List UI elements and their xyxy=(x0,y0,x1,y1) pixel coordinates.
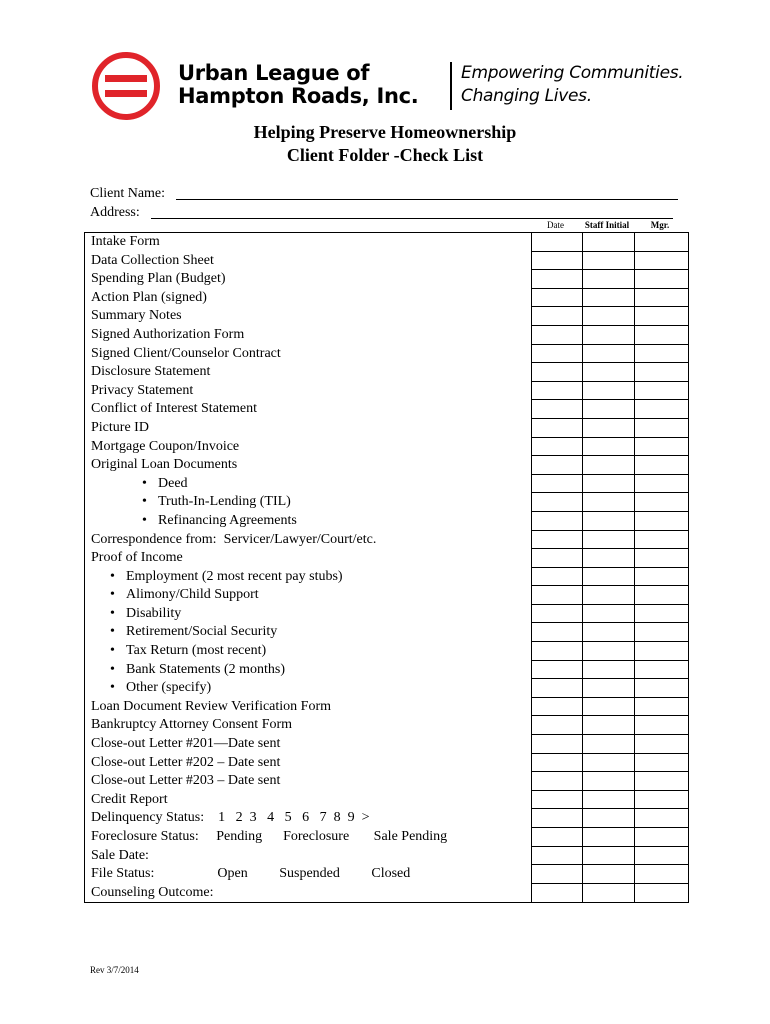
checklist-item-label xyxy=(91,400,257,419)
checklist-item-text: Bank Statements (2 months) xyxy=(126,661,286,677)
staff-initial-cell[interactable] xyxy=(582,642,634,661)
checklist-item-label xyxy=(91,884,214,903)
checklist-cells xyxy=(531,661,688,680)
date-cell[interactable] xyxy=(531,326,582,345)
checklist-cells xyxy=(531,363,688,382)
checklist-item-text: Action Plan (signed) xyxy=(91,289,207,305)
checklist-item-label xyxy=(91,865,410,884)
mgr-cell[interactable] xyxy=(634,828,688,847)
date-cell[interactable] xyxy=(531,233,582,252)
staff-initial-cell[interactable] xyxy=(582,438,634,457)
checklist-row xyxy=(85,270,688,289)
tagline xyxy=(461,62,683,108)
client-info xyxy=(90,184,690,222)
date-cell[interactable] xyxy=(531,679,582,698)
mgr-cell[interactable] xyxy=(634,289,688,308)
checklist-item-text: Summary Notes xyxy=(91,308,182,324)
checklist-row xyxy=(85,623,688,642)
date-cell[interactable] xyxy=(531,884,582,903)
revision-date: Rev 3/7/2014 xyxy=(90,965,139,975)
mgr-cell[interactable] xyxy=(634,419,688,438)
checklist-row xyxy=(85,809,688,828)
date-cell[interactable] xyxy=(531,623,582,642)
staff-initial-cell[interactable] xyxy=(582,307,634,326)
mgr-cell[interactable] xyxy=(634,642,688,661)
staff-initial-cell[interactable] xyxy=(582,270,634,289)
checklist-item-text: Spending Plan (Budget) xyxy=(91,271,226,287)
checklist-row xyxy=(85,419,688,438)
checklist-row xyxy=(85,493,688,512)
organization-name xyxy=(178,62,418,108)
mgr-cell[interactable] xyxy=(634,716,688,735)
checklist-item-text: Intake Form xyxy=(91,234,160,249)
date-cell[interactable] xyxy=(531,698,582,717)
staff-initial-cell[interactable] xyxy=(582,252,634,271)
letterhead xyxy=(90,50,710,122)
checklist-row xyxy=(85,363,688,382)
mgr-cell[interactable] xyxy=(634,586,688,605)
document-title-line2: Client Folder -Check List xyxy=(286,145,484,165)
checklist-row xyxy=(85,438,688,457)
column-header-mgr: Mgr. xyxy=(650,220,670,230)
date-cell[interactable] xyxy=(531,549,582,568)
staff-initial-cell[interactable] xyxy=(582,884,634,903)
checklist-row xyxy=(85,716,688,735)
date-cell[interactable] xyxy=(531,512,582,531)
checklist-item-label xyxy=(91,735,280,754)
checklist-row xyxy=(85,735,688,754)
checklist-row xyxy=(85,345,688,364)
checklist-row xyxy=(85,865,688,884)
checklist-item-label xyxy=(110,568,343,587)
checklist-row xyxy=(85,642,688,661)
checklist-cells xyxy=(531,884,688,903)
checklist-item-label xyxy=(91,772,280,791)
checklist-row xyxy=(85,307,688,326)
checklist-item-text: Other (specify) xyxy=(126,680,212,696)
checklist-item-text: Close-out Letter #201—Date sent xyxy=(91,736,281,752)
staff-initial-cell[interactable] xyxy=(582,661,634,680)
bullet-icon: • xyxy=(110,680,115,696)
bullet-icon: • xyxy=(142,494,147,510)
checklist-item-label xyxy=(91,233,160,252)
checklist-item-label xyxy=(91,531,376,550)
checklist-item-text: Credit Report xyxy=(91,791,168,807)
bullet-icon: • xyxy=(110,643,115,659)
date-cell[interactable] xyxy=(531,382,582,401)
checklist-item-label xyxy=(91,828,447,847)
checklist-item-text: Correspondence from: Servicer/Lawyer/Court/etc. xyxy=(91,531,377,547)
mgr-cell[interactable] xyxy=(634,698,688,717)
checklist-cells xyxy=(531,698,688,717)
checklist-row xyxy=(85,456,688,475)
checklist-cells xyxy=(531,828,688,847)
staff-initial-cell[interactable] xyxy=(582,679,634,698)
date-cell[interactable] xyxy=(531,735,582,754)
checklist-table xyxy=(84,232,689,903)
mgr-cell[interactable] xyxy=(634,252,688,271)
date-cell[interactable] xyxy=(531,828,582,847)
date-cell[interactable] xyxy=(531,586,582,605)
checklist-cells xyxy=(531,772,688,791)
checklist-item-text: Employment (2 most recent pay stubs) xyxy=(126,568,343,584)
date-cell[interactable] xyxy=(531,809,582,828)
checklist-row xyxy=(85,568,688,587)
date-cell[interactable] xyxy=(531,772,582,791)
staff-initial-cell[interactable] xyxy=(582,586,634,605)
date-cell[interactable] xyxy=(531,531,582,550)
checklist-cells xyxy=(531,382,688,401)
checklist-item-text: Tax Return (most recent) xyxy=(126,643,267,659)
mgr-cell[interactable] xyxy=(634,605,688,624)
staff-initial-cell[interactable] xyxy=(582,289,634,308)
checklist-cells xyxy=(531,809,688,828)
checklist-cells xyxy=(531,586,688,605)
checklist-item-text: Retirement/Social Security xyxy=(126,624,278,640)
checklist-row xyxy=(85,586,688,605)
checklist-row xyxy=(85,772,688,791)
mgr-cell[interactable] xyxy=(634,326,688,345)
checklist-row xyxy=(85,754,688,773)
checklist-item-text: File Status: Open Suspended Closed xyxy=(91,866,411,882)
checklist-row xyxy=(85,661,688,680)
date-cell[interactable] xyxy=(531,642,582,661)
mgr-cell[interactable] xyxy=(634,884,688,903)
date-cell[interactable] xyxy=(531,475,582,494)
checklist-cells xyxy=(531,716,688,735)
staff-initial-cell[interactable] xyxy=(582,345,634,364)
date-cell[interactable] xyxy=(531,270,582,289)
organization-name-line2: Hampton Roads, Inc. xyxy=(178,84,419,108)
checklist-row xyxy=(85,233,688,252)
checklist-item-label xyxy=(91,847,149,866)
checklist-item-label xyxy=(142,475,188,494)
checklist-cells xyxy=(531,679,688,698)
checklist-cells xyxy=(531,605,688,624)
checklist-item-text: Data Collection Sheet xyxy=(91,252,214,268)
mgr-cell[interactable] xyxy=(634,735,688,754)
staff-initial-cell[interactable] xyxy=(582,735,634,754)
checklist-item-text: Alimony/Child Support xyxy=(126,587,259,603)
checklist-item-label xyxy=(91,307,182,326)
checklist-item-label xyxy=(91,549,183,568)
mgr-cell[interactable] xyxy=(634,754,688,773)
checklist-cells xyxy=(531,252,688,271)
date-cell[interactable] xyxy=(531,345,582,364)
checklist-cells xyxy=(531,289,688,308)
bullet-icon: • xyxy=(110,568,115,584)
mgr-cell[interactable] xyxy=(634,679,688,698)
staff-initial-cell[interactable] xyxy=(582,698,634,717)
address-field[interactable] xyxy=(151,218,673,219)
checklist-item-label xyxy=(91,438,239,457)
checklist-row xyxy=(85,605,688,624)
checklist-row xyxy=(85,847,688,866)
checklist-cells xyxy=(531,233,688,252)
checklist-item-label xyxy=(91,270,226,289)
mgr-cell[interactable] xyxy=(634,307,688,326)
staff-initial-cell[interactable] xyxy=(582,772,634,791)
checklist-item-text: Loan Document Review Verification Form xyxy=(91,698,332,714)
date-cell[interactable] xyxy=(531,400,582,419)
checklist-cells xyxy=(531,568,688,587)
checklist-item-text: Sale Date: xyxy=(91,847,149,863)
checklist-row xyxy=(85,289,688,308)
bullet-icon: • xyxy=(142,512,147,528)
staff-initial-cell[interactable] xyxy=(582,605,634,624)
date-cell[interactable] xyxy=(531,456,582,475)
bullet-icon: • xyxy=(110,661,115,677)
bullet-icon: • xyxy=(110,624,115,640)
bullet-icon: • xyxy=(110,605,115,621)
checklist-item-label xyxy=(91,456,237,475)
checklist-item-label xyxy=(91,716,292,735)
date-cell[interactable] xyxy=(531,252,582,271)
date-cell[interactable] xyxy=(531,605,582,624)
checklist-item-label xyxy=(142,493,291,512)
checklist-item-text: Disability xyxy=(126,605,182,621)
checklist-item-label xyxy=(142,512,297,531)
staff-initial-cell[interactable] xyxy=(582,716,634,735)
checklist-row xyxy=(85,679,688,698)
checklist-item-label xyxy=(110,679,211,698)
mgr-cell[interactable] xyxy=(634,270,688,289)
staff-initial-cell[interactable] xyxy=(582,233,634,252)
staff-initial-cell[interactable] xyxy=(582,400,634,419)
checklist-item-label xyxy=(91,791,168,810)
column-header-date: Date xyxy=(547,220,564,230)
checklist-row xyxy=(85,828,688,847)
checklist-cells xyxy=(531,531,688,550)
date-cell[interactable] xyxy=(531,289,582,308)
checklist-item-text: Proof of Income xyxy=(91,550,183,566)
checklist-cells xyxy=(531,493,688,512)
checklist-row xyxy=(85,549,688,568)
staff-initial-cell[interactable] xyxy=(582,493,634,512)
checklist-cells xyxy=(531,326,688,345)
checklist-item-text: Conflict of Interest Statement xyxy=(91,401,258,417)
checklist-item-text: Refinancing Agreements xyxy=(158,512,297,528)
checklist-item-label xyxy=(110,661,285,680)
checklist-item-text: Foreclosure Status: Pending Foreclosure Sale Pending xyxy=(91,829,448,844)
mgr-cell[interactable] xyxy=(634,549,688,568)
date-cell[interactable] xyxy=(531,307,582,326)
checklist-cells xyxy=(531,419,688,438)
staff-initial-cell[interactable] xyxy=(582,363,634,382)
checklist-item-label xyxy=(91,419,149,438)
checklist-row xyxy=(85,252,688,271)
mgr-cell[interactable] xyxy=(634,512,688,531)
staff-initial-cell[interactable] xyxy=(582,475,634,494)
document-title-line1: Helping Preserve Homeownership xyxy=(253,122,517,142)
checklist-row xyxy=(85,791,688,810)
checklist-item-label xyxy=(110,586,259,605)
mgr-cell[interactable] xyxy=(634,623,688,642)
mgr-cell[interactable] xyxy=(634,809,688,828)
checklist-item-text: Disclosure Statement xyxy=(91,364,211,380)
bullet-icon: • xyxy=(110,587,115,603)
date-cell[interactable] xyxy=(531,865,582,884)
mgr-cell[interactable] xyxy=(634,456,688,475)
staff-initial-cell[interactable] xyxy=(582,326,634,345)
checklist-cells xyxy=(531,400,688,419)
date-cell[interactable] xyxy=(531,568,582,587)
checklist-item-label xyxy=(91,382,193,401)
client-name-field[interactable] xyxy=(176,199,678,200)
checklist-row xyxy=(85,400,688,419)
checklist-item-label xyxy=(91,326,244,345)
checklist-item-text: Close-out Letter #203 – Date sent xyxy=(91,773,281,789)
staff-initial-cell[interactable] xyxy=(582,456,634,475)
mgr-cell[interactable] xyxy=(634,382,688,401)
checklist-cells xyxy=(531,623,688,642)
date-cell[interactable] xyxy=(531,419,582,438)
checklist-cells xyxy=(531,642,688,661)
tagline-line2: Changing Lives. xyxy=(461,86,592,106)
organization-name-line1: Urban League of xyxy=(178,61,370,85)
checklist-cells xyxy=(531,456,688,475)
date-cell[interactable] xyxy=(531,363,582,382)
staff-initial-cell[interactable] xyxy=(582,568,634,587)
checklist-item-label xyxy=(110,623,277,642)
checklist-item-text: Mortgage Coupon/Invoice xyxy=(91,438,240,454)
date-cell[interactable] xyxy=(531,493,582,512)
checklist-cells xyxy=(531,475,688,494)
mgr-cell[interactable] xyxy=(634,475,688,494)
document-title xyxy=(0,121,770,167)
checklist-item-text: Truth-In-Lending (TIL) xyxy=(158,494,291,510)
date-cell[interactable] xyxy=(531,791,582,810)
checklist-row xyxy=(85,531,688,550)
checklist-cells xyxy=(531,791,688,810)
mgr-cell[interactable] xyxy=(634,847,688,866)
checklist-item-label xyxy=(110,642,266,661)
checklist-row xyxy=(85,884,688,903)
mgr-cell[interactable] xyxy=(634,493,688,512)
client-name-label: Client Name: xyxy=(90,186,166,201)
staff-initial-cell[interactable] xyxy=(582,865,634,884)
mgr-cell[interactable] xyxy=(634,865,688,884)
checklist-cells xyxy=(531,307,688,326)
checklist-item-label xyxy=(91,363,210,382)
mgr-cell[interactable] xyxy=(634,661,688,680)
staff-initial-cell[interactable] xyxy=(582,512,634,531)
checklist-cells xyxy=(531,512,688,531)
staff-initial-cell[interactable] xyxy=(582,531,634,550)
staff-initial-cell[interactable] xyxy=(582,549,634,568)
checklist-cells xyxy=(531,865,688,884)
checklist-item-label xyxy=(91,754,280,773)
checklist-item-text: Original Loan Documents xyxy=(91,457,238,473)
checklist-item-text: Privacy Statement xyxy=(91,382,194,398)
mgr-cell[interactable] xyxy=(634,531,688,550)
mgr-cell[interactable] xyxy=(634,791,688,810)
staff-initial-cell[interactable] xyxy=(582,828,634,847)
date-cell[interactable] xyxy=(531,438,582,457)
checklist-item-text: Picture ID xyxy=(91,419,149,435)
address-label: Address: xyxy=(90,205,140,220)
mgr-cell[interactable] xyxy=(634,568,688,587)
checklist-row xyxy=(85,326,688,345)
checklist-item-text: Bankruptcy Attorney Consent Form xyxy=(91,717,293,733)
checklist-row xyxy=(85,475,688,494)
checklist-item-text: Close-out Letter #202 – Date sent xyxy=(91,754,281,770)
checklist-item-text: Signed Authorization Form xyxy=(91,326,245,342)
checklist-row xyxy=(85,698,688,717)
checklist-item-label xyxy=(91,252,214,271)
checklist-cells xyxy=(531,847,688,866)
urban-league-logo-icon xyxy=(90,50,162,122)
checklist-item-text: Delinquency Status: 1 2 3 4 5 6 7 8 9 > xyxy=(91,810,370,826)
client-name-row xyxy=(90,184,690,203)
staff-initial-cell[interactable] xyxy=(582,809,634,828)
date-cell[interactable] xyxy=(531,661,582,680)
staff-initial-cell[interactable] xyxy=(582,419,634,438)
staff-initial-cell[interactable] xyxy=(582,754,634,773)
mgr-cell[interactable] xyxy=(634,363,688,382)
checklist-item-text: Counseling Outcome: xyxy=(91,884,214,900)
staff-initial-cell[interactable] xyxy=(582,623,634,642)
date-cell[interactable] xyxy=(531,754,582,773)
checklist-item-label xyxy=(110,605,181,624)
tagline-line1: Empowering Communities. xyxy=(461,63,684,83)
checklist-cells xyxy=(531,754,688,773)
staff-initial-cell[interactable] xyxy=(582,847,634,866)
column-header-staff-initial: Staff Initial xyxy=(584,220,630,230)
staff-initial-cell[interactable] xyxy=(582,791,634,810)
mgr-cell[interactable] xyxy=(634,438,688,457)
checklist-row xyxy=(85,512,688,531)
mgr-cell[interactable] xyxy=(634,233,688,252)
checklist-item-label xyxy=(91,809,370,828)
checklist-item-label xyxy=(91,698,331,717)
mgr-cell[interactable] xyxy=(634,400,688,419)
bullet-icon: • xyxy=(142,475,147,491)
checklist-cells xyxy=(531,270,688,289)
mgr-cell[interactable] xyxy=(634,772,688,791)
checklist-item-text: Signed Client/Counselor Contract xyxy=(91,345,281,361)
checklist-cells xyxy=(531,345,688,364)
checklist-row xyxy=(85,382,688,401)
checklist-item-text: Deed xyxy=(158,475,188,491)
checklist-item-label xyxy=(91,345,281,364)
checklist-cells xyxy=(531,549,688,568)
checklist-item-label xyxy=(91,289,207,308)
mgr-cell[interactable] xyxy=(634,345,688,364)
checklist-cells xyxy=(531,438,688,457)
header-divider xyxy=(450,62,452,110)
checklist-cells xyxy=(531,735,688,754)
date-cell[interactable] xyxy=(531,847,582,866)
date-cell[interactable] xyxy=(531,716,582,735)
staff-initial-cell[interactable] xyxy=(582,382,634,401)
